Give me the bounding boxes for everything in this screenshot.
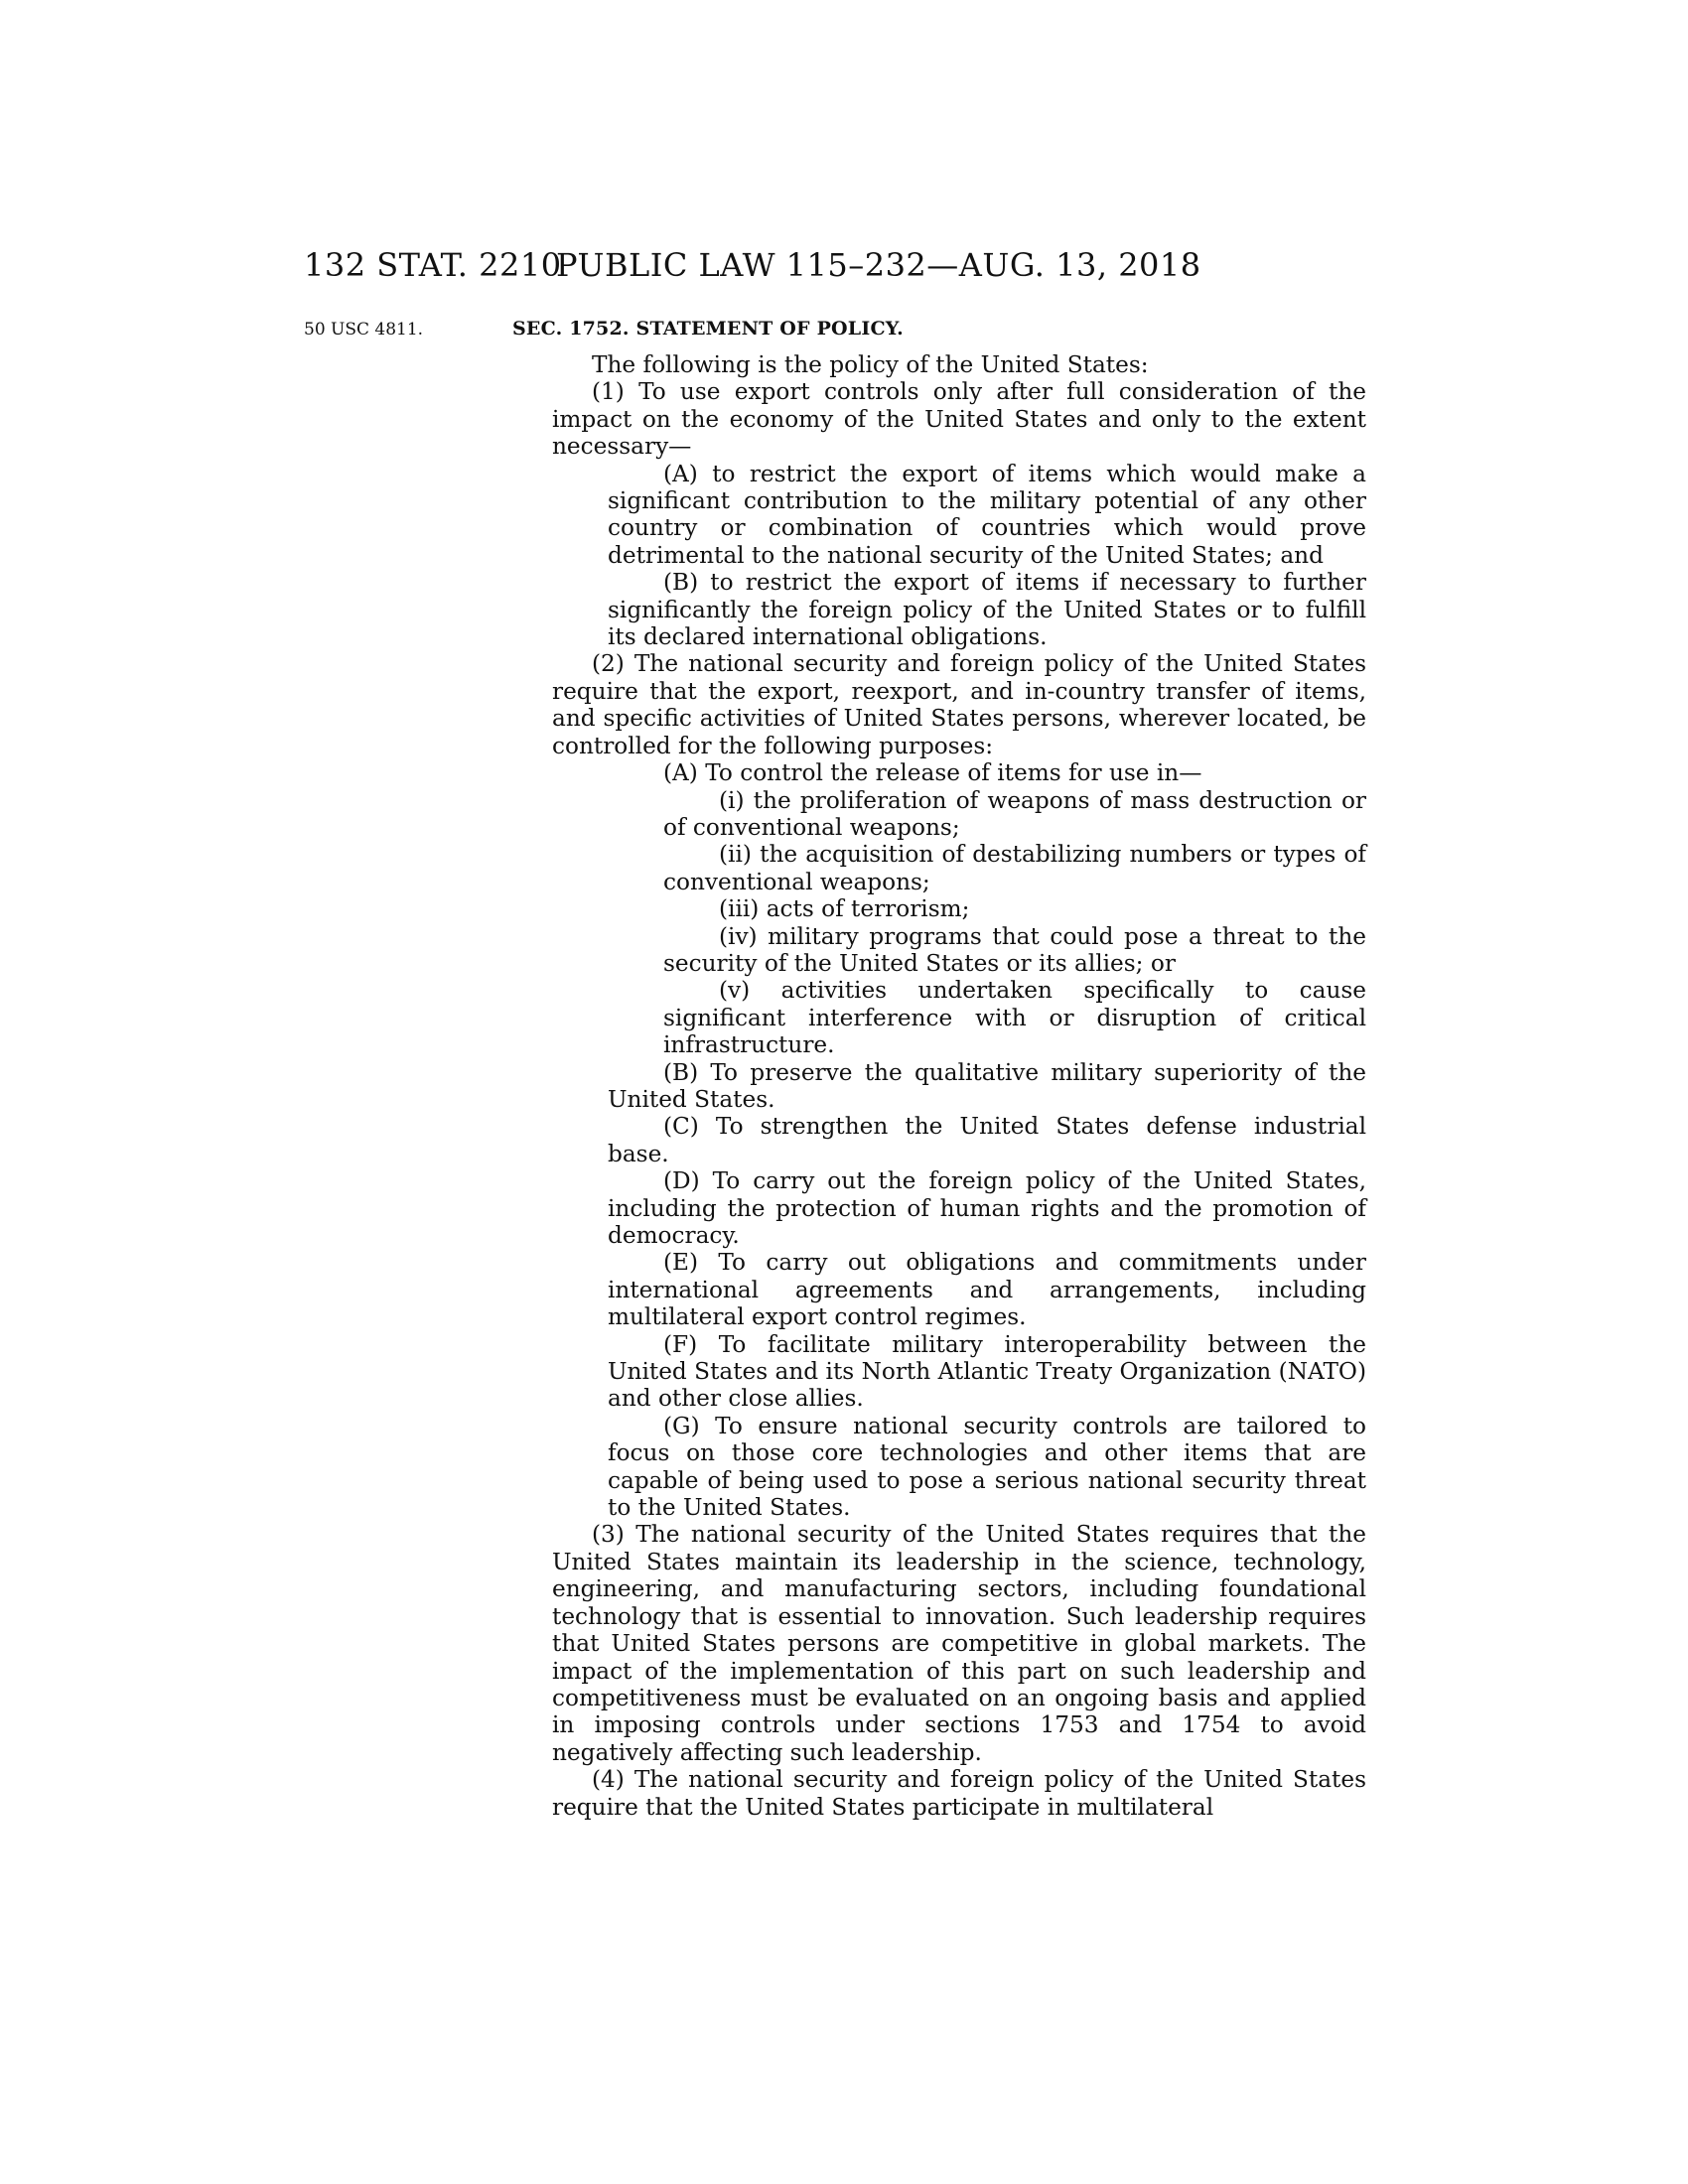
section-heading: SEC. 1752. STATEMENT OF POLICY. bbox=[512, 318, 904, 340]
paragraph-2-A-v: (v) activities undertaken specifically to cause significant interference with or disruption of critical infrastructure. bbox=[663, 977, 1366, 1059]
paragraph-1-A: (A) to restrict the export of items which would make a significant contribution to the military potential of any other country or combination of countries which would prove detrimental to the national security of the United States; and bbox=[608, 460, 1366, 569]
paragraph-2-B: (B) To preserve the qualitative military superiority of the United States. bbox=[608, 1058, 1366, 1113]
paragraph-3: (3) The national security of the United States requires that the United States maintain its leadership in the science, technology, engineering, and manufacturing sectors, including foundational technology that is essential to innovation. Such leadership requires that United States persons are competitive in global markets. The impact of the implementation of this part on such leadership and competitiveness must be evaluated on an ongoing basis and applied in imposing controls under sections 1753 and 1754 to avoid negatively affecting such leadership. bbox=[552, 1521, 1366, 1766]
usc-margin-citation: 50 USC 4811. bbox=[304, 320, 424, 340]
paragraph-2-G: (G) To ensure national security controls are tailored to focus on those core technologies and other items that are capable of being used to pose a serious national security threat to the United States. bbox=[608, 1412, 1366, 1522]
paragraph-2-D: (D) To carry out the foreign policy of the United States, including the protection of human rights and the promotion of democracy. bbox=[608, 1167, 1366, 1249]
stat-page-number: 132 STAT. 2210 bbox=[304, 246, 562, 284]
public-law-title: PUBLIC LAW 115–232—AUG. 13, 2018 bbox=[556, 246, 1201, 284]
paragraph-2: (2) The national security and foreign policy of the United States require that the export, reexport, and in-country transfer of items, and specific activities of United States persons, wherever located, be controlled for the following purposes: bbox=[552, 650, 1366, 759]
paragraph-2-E: (E) To carry out obligations and commitments under international agreements and arrangements, including multilateral export control regimes. bbox=[608, 1249, 1366, 1331]
paragraph-4: (4) The national security and foreign policy of the United States require that the United States participate in multilateral bbox=[552, 1766, 1366, 1821]
paragraph-2-A-iv: (iv) military programs that could pose a threat to the security of the United States or its allies; or bbox=[663, 922, 1366, 977]
paragraph-2-F: (F) To facilitate military interoperability between the United States and its North Atlantic Treaty Organization (NATO) and other close allies. bbox=[608, 1330, 1366, 1413]
paragraph-2-A: (A) To control the release of items for use in— bbox=[663, 759, 1202, 787]
paragraph-2-C: (C) To strengthen the United States defense industrial base. bbox=[608, 1113, 1366, 1167]
paragraph-1: (1) To use export controls only after full consideration of the impact on the economy of the United States and only to the extent necessary— bbox=[552, 378, 1366, 461]
paragraph-2-A-ii: (ii) the acquisition of destabilizing numbers or types of conventional weapons; bbox=[663, 841, 1366, 895]
section-body bbox=[552, 351, 1366, 1821]
paragraph-2-A-i: (i) the proliferation of weapons of mass destruction or of conventional weapons; bbox=[663, 786, 1366, 841]
paragraph-1-B: (B) to restrict the export of items if necessary to further significantly the foreign policy of the United States or to fulfill its declared international obligations. bbox=[608, 569, 1366, 651]
paragraph-intro: The following is the policy of the United States: bbox=[592, 351, 1149, 378]
paragraph-2-A-iii: (iii) acts of terrorism; bbox=[719, 895, 970, 923]
running-header bbox=[304, 246, 1227, 286]
